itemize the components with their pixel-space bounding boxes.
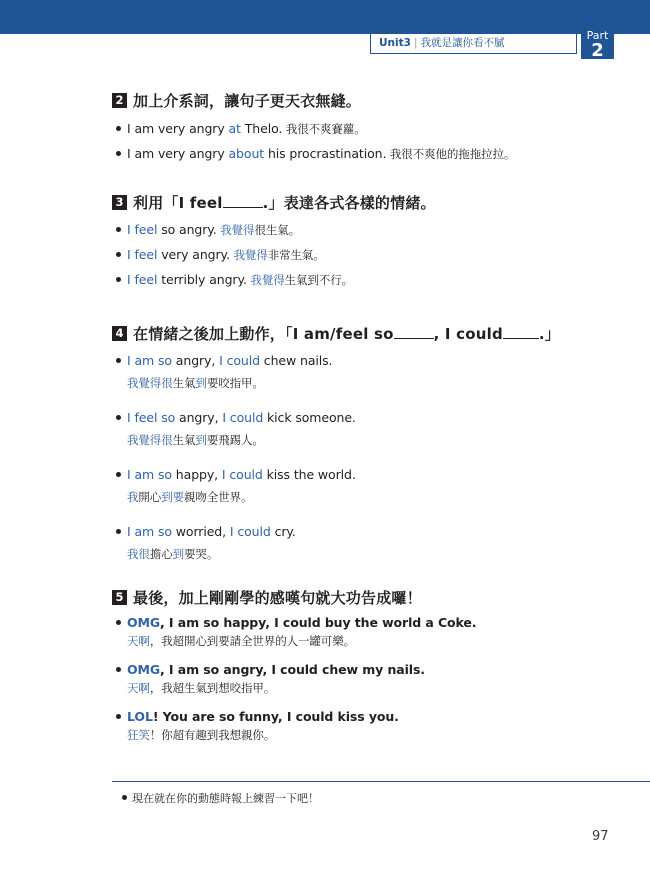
example-list	[112, 352, 612, 563]
translation-highlight: 我覺得	[246, 273, 285, 287]
fill-in-blank	[223, 196, 263, 208]
part-label: Part	[586, 29, 609, 42]
translation: 天啊，我超開心到要請全世界的人一罐可樂。	[127, 634, 356, 648]
translation: 我很不爽賽蘿。	[282, 122, 366, 136]
part-number: 2	[591, 40, 604, 61]
translation-highlight: 我覺得	[229, 248, 268, 262]
top-color-band	[0, 0, 650, 34]
example-text: terribly angry.	[157, 272, 247, 287]
part-tab	[581, 28, 614, 59]
example-list	[112, 221, 612, 289]
section-title: 在情緒之後加上動作，「I am/feel so , I could .」	[133, 324, 560, 343]
translation: 我很不爽他的拖拖拉拉。	[386, 147, 516, 161]
page-number: 97	[592, 829, 609, 844]
fill-in-blank	[503, 327, 539, 339]
translation: 我覺得很生氣到要飛踢人。	[127, 433, 264, 447]
example-text: very angry.	[157, 247, 230, 262]
list-item	[112, 271, 612, 289]
footer-divider	[112, 781, 650, 782]
translation-highlight: 我覺得	[216, 223, 255, 237]
example-list	[112, 614, 612, 744]
translation: 很生氣。	[254, 223, 301, 237]
section-number: 3	[112, 195, 127, 210]
translation: 我很擔心到要哭。	[127, 547, 219, 561]
highlight-word: I feel	[127, 247, 158, 262]
highlight-word: I feel	[127, 272, 158, 287]
list-item	[112, 145, 612, 163]
section-number: 4	[112, 326, 127, 341]
section-title: 最後，加上剛剛學的感嘆句就大功告成囉！	[133, 588, 422, 607]
example-text: so angry.	[157, 222, 217, 237]
fill-in-blank	[394, 327, 434, 339]
list-item: I am so happy, I could kiss the world. 我開心到要親吻全世界。	[112, 466, 612, 506]
section-title: 加上介系詞，讓句子更天衣無縫。	[133, 91, 362, 110]
list-item	[112, 246, 612, 264]
highlight-word: about	[228, 146, 265, 161]
list-item	[112, 221, 612, 239]
example-text: Thelo.	[240, 121, 283, 136]
translation: 生氣到不行。	[284, 273, 354, 287]
translation: 我開心到要親吻全世界。	[127, 490, 253, 504]
list-item: I am so angry, I could chew nails. 我覺得很生氣到要咬指甲。	[112, 352, 612, 392]
highlight-word: at	[228, 121, 241, 136]
list-item: LOL! You are so funny, I could kiss you. 狂笑！你超有趣到我想親你。	[112, 708, 612, 744]
section-number: 2	[112, 93, 127, 108]
unit-title: 我就是讓你看不膩	[420, 37, 505, 49]
section-heading	[112, 191, 612, 213]
list-item	[112, 120, 612, 138]
list-item: OMG, I am so angry, I could chew my nails. 天啊，我超生氣到想咬指甲。	[112, 661, 612, 697]
list-item: I feel so angry, I could kick someone. 我覺得很生氣到要飛踢人。	[112, 409, 612, 449]
section-heading	[112, 322, 612, 344]
unit-code: Unit3	[379, 37, 411, 49]
translation: 非常生氣。	[267, 248, 325, 262]
section-heading	[112, 586, 612, 608]
translation: 天啊，我超生氣到想咬指甲。	[127, 681, 276, 695]
section-title: 利用「I feel .」表達各式各樣的情緒。	[133, 193, 436, 212]
translation: 我覺得很生氣到要咬指甲。	[127, 376, 264, 390]
example-list	[112, 120, 612, 163]
example-text: I am very angry	[127, 146, 229, 161]
unit-header	[370, 34, 577, 54]
list-item: OMG, I am so happy, I could buy the world a Coke. 天啊，我超開心到要請全世界的人一罐可樂。	[112, 614, 612, 650]
section-2	[112, 89, 612, 163]
list-item: I am so worried, I could cry. 我很擔心到要哭。	[112, 523, 612, 563]
translation: 狂笑！你超有趣到我想親你。	[127, 728, 276, 742]
section-4	[112, 322, 612, 563]
footer-note: 現在就在你的動態時報上練習一下吧！	[132, 792, 319, 805]
section-heading	[112, 89, 612, 111]
example-text: I am very angry	[127, 121, 229, 136]
section-number: 5	[112, 590, 127, 605]
section-3	[112, 191, 612, 289]
unit-separator: |	[413, 37, 418, 49]
example-text: his procrastination.	[264, 146, 387, 161]
section-5	[112, 586, 612, 744]
highlight-word: I feel	[127, 222, 158, 237]
